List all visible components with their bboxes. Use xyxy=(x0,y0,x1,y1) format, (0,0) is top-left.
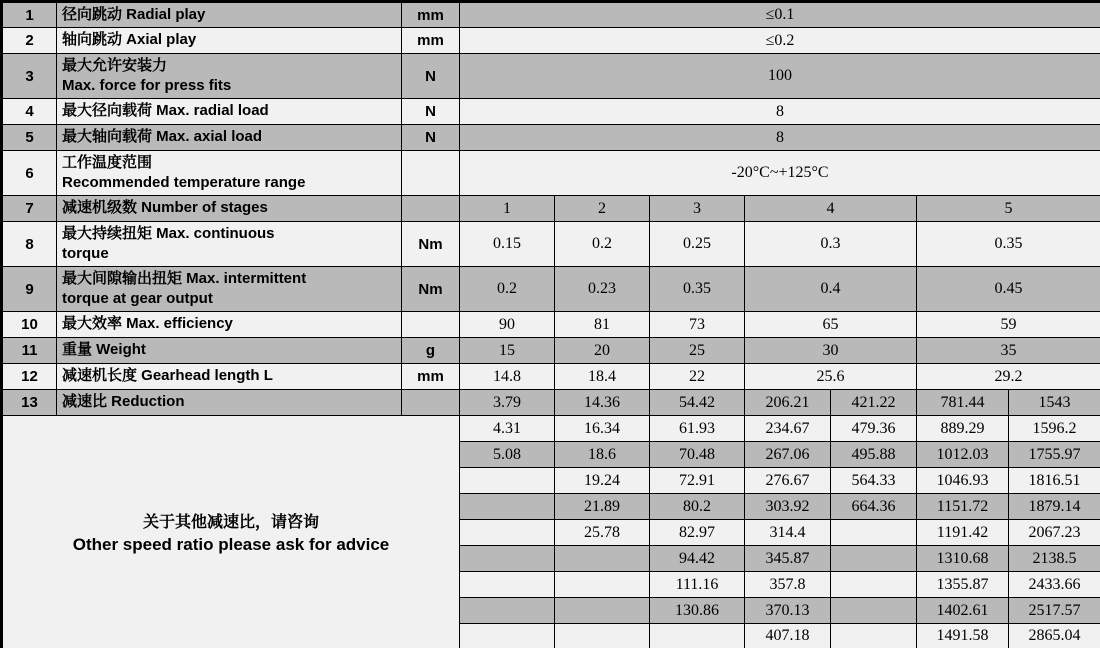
stage-value-cell: 0.35 xyxy=(917,222,1100,267)
spec-row-10 xyxy=(2,312,1100,338)
value-cell: ≤0.1 xyxy=(460,2,1100,28)
spec-row-1 xyxy=(2,2,1100,28)
param-label xyxy=(57,125,402,151)
reduction-cell: 70.48 xyxy=(650,442,745,468)
spec-row-5 xyxy=(2,125,1100,151)
spec-row-4 xyxy=(2,99,1100,125)
note-line-zh: 关于其他减速比，请咨询 xyxy=(142,514,319,531)
reduction-cell: 267.06 xyxy=(745,442,831,468)
param-label xyxy=(57,267,402,312)
param-label-line: 减速机级数 Number of stages xyxy=(62,199,268,217)
reduction-cell: 407.18 xyxy=(745,624,831,648)
param-label-line: 最大允许安装力 xyxy=(62,56,168,74)
param-label xyxy=(57,338,402,364)
param-label-line: 工作温度范围 xyxy=(62,153,153,171)
stage-value-cell: 22 xyxy=(650,364,745,390)
param-label-line: torque xyxy=(62,245,109,262)
stage-value-cell: 90 xyxy=(460,312,555,338)
reduction-cell: 14.36 xyxy=(555,390,650,416)
reduction-cell: 421.22 xyxy=(831,390,917,416)
reduction-cell: 1046.93 xyxy=(917,468,1009,494)
value-cell: ≤0.2 xyxy=(460,28,1100,54)
reduction-cell: 664.36 xyxy=(831,494,917,520)
reduction-cell: 479.36 xyxy=(831,416,917,442)
stage-value-cell: 73 xyxy=(650,312,745,338)
stage-value-cell: 15 xyxy=(460,338,555,364)
reduction-cell: 345.87 xyxy=(745,546,831,572)
stage-value-cell: 81 xyxy=(555,312,650,338)
unit-cell xyxy=(402,151,460,196)
unit-cell: g xyxy=(402,338,460,364)
stage-value-cell: 0.23 xyxy=(555,267,650,312)
reduction-cell: 314.4 xyxy=(745,520,831,546)
reduction-cell: 1355.87 xyxy=(917,572,1009,598)
row-number: 12 xyxy=(2,364,57,390)
param-label-line: 轴向跳动 Axial play xyxy=(62,31,197,49)
row-number: 6 xyxy=(2,151,57,196)
reduction-cell: 19.24 xyxy=(555,468,650,494)
stage-value-cell: 0.25 xyxy=(650,222,745,267)
spec-row-12 xyxy=(2,364,1100,390)
spec-row-8 xyxy=(2,222,1100,267)
reduction-cell: 1879.14 xyxy=(1009,494,1100,520)
row-number: 5 xyxy=(2,125,57,151)
reduction-cell: 54.42 xyxy=(650,390,745,416)
param-label-line: 最大效率 Max. efficiency xyxy=(62,315,233,333)
reduction-cell: 1543 xyxy=(1009,390,1100,416)
unit-cell: mm xyxy=(402,2,460,28)
reduction-cell: 303.92 xyxy=(745,494,831,520)
unit-cell: N xyxy=(402,125,460,151)
reduction-cell xyxy=(555,598,650,624)
reduction-cell xyxy=(555,624,650,648)
stage-value-cell: 30 xyxy=(745,338,917,364)
value-cell: 100 xyxy=(460,54,1100,99)
reduction-cell xyxy=(460,494,555,520)
unit-cell: mm xyxy=(402,28,460,54)
reduction-cell: 234.67 xyxy=(745,416,831,442)
reduction-cell: 276.67 xyxy=(745,468,831,494)
value-cell: 8 xyxy=(460,99,1100,125)
unit-cell: mm xyxy=(402,364,460,390)
value-cell: -20°C~+125°C xyxy=(460,151,1100,196)
param-label-line: 最大轴向载荷 Max. axial load xyxy=(62,128,263,146)
param-label-line: 减速比 Reduction xyxy=(62,393,185,411)
stage-value-cell: 65 xyxy=(745,312,917,338)
reduction-cell xyxy=(650,624,745,648)
reduction-cell: 781.44 xyxy=(917,390,1009,416)
param-label-line: 最大径向载荷 Max. radial load xyxy=(62,102,269,120)
stage-value-cell: 20 xyxy=(555,338,650,364)
reduction-cell: 1755.97 xyxy=(1009,442,1100,468)
param-label xyxy=(57,312,402,338)
other-ratio-note xyxy=(2,416,460,648)
stage-value-cell: 1 xyxy=(460,196,555,222)
spec-row-3 xyxy=(2,54,1100,99)
value-cell: 8 xyxy=(460,125,1100,151)
reduction-cell: 2517.57 xyxy=(1009,598,1100,624)
reduction-cell: 1816.51 xyxy=(1009,468,1100,494)
reduction-cell xyxy=(555,572,650,598)
param-label xyxy=(57,151,402,196)
reduction-cell: 2067.23 xyxy=(1009,520,1100,546)
note-line-en: Other speed ratio please ask for advice xyxy=(72,535,390,554)
reduction-cell xyxy=(555,546,650,572)
reduction-cell: 564.33 xyxy=(831,468,917,494)
reduction-cell xyxy=(460,624,555,648)
param-label xyxy=(57,99,402,125)
reduction-cell: 25.78 xyxy=(555,520,650,546)
param-label-line: Recommended temperature range xyxy=(62,174,306,191)
reduction-cell xyxy=(460,520,555,546)
reduction-cell: 1191.42 xyxy=(917,520,1009,546)
stage-value-cell: 18.4 xyxy=(555,364,650,390)
row-number: 11 xyxy=(2,338,57,364)
param-label xyxy=(57,2,402,28)
reduction-cell xyxy=(460,598,555,624)
reduction-cell: 357.8 xyxy=(745,572,831,598)
row-number: 13 xyxy=(2,390,57,416)
param-label-line: 重量 Weight xyxy=(62,341,146,359)
unit-cell: Nm xyxy=(402,222,460,267)
spec-row-11 xyxy=(2,338,1100,364)
reduction-cell xyxy=(831,624,917,648)
param-label xyxy=(57,222,402,267)
reduction-cell: 206.21 xyxy=(745,390,831,416)
stage-value-cell: 5 xyxy=(917,196,1100,222)
stage-value-cell: 3 xyxy=(650,196,745,222)
param-label xyxy=(57,28,402,54)
reduction-cell: 130.86 xyxy=(650,598,745,624)
stage-value-cell: 25.6 xyxy=(745,364,917,390)
reduction-cell: 4.31 xyxy=(460,416,555,442)
reduction-cell xyxy=(460,546,555,572)
reduction-cell xyxy=(831,546,917,572)
param-label-line: Max. force for press fits xyxy=(62,77,232,94)
reduction-cell: 889.29 xyxy=(917,416,1009,442)
stage-value-cell: 35 xyxy=(917,338,1100,364)
reduction-cell: 18.6 xyxy=(555,442,650,468)
row-number: 4 xyxy=(2,99,57,125)
stage-value-cell: 0.4 xyxy=(745,267,917,312)
row-number: 1 xyxy=(2,2,57,28)
unit-cell: Nm xyxy=(402,267,460,312)
row-number: 7 xyxy=(2,196,57,222)
reduction-cell: 80.2 xyxy=(650,494,745,520)
param-label-line: 减速机长度 Gearhead length L xyxy=(62,367,273,385)
row-number: 8 xyxy=(2,222,57,267)
param-label xyxy=(57,390,402,416)
reduction-cell: 2138.5 xyxy=(1009,546,1100,572)
reduction-cell: 1491.58 xyxy=(917,624,1009,648)
stage-value-cell: 0.45 xyxy=(917,267,1100,312)
reduction-cell: 94.42 xyxy=(650,546,745,572)
stage-value-cell: 29.2 xyxy=(917,364,1100,390)
reduction-cell xyxy=(460,572,555,598)
reduction-cell: 370.13 xyxy=(745,598,831,624)
reduction-cell xyxy=(831,598,917,624)
spec-row-7 xyxy=(2,196,1100,222)
row-number: 3 xyxy=(2,54,57,99)
reduction-cell: 72.91 xyxy=(650,468,745,494)
param-label-line: 径向跳动 Radial play xyxy=(62,5,206,23)
stage-value-cell: 2 xyxy=(555,196,650,222)
reduction-cell: 2433.66 xyxy=(1009,572,1100,598)
spec-row-9 xyxy=(2,267,1100,312)
reduction-cell: 1151.72 xyxy=(917,494,1009,520)
spec-table-body xyxy=(2,2,1100,648)
reduction-cell: 21.89 xyxy=(555,494,650,520)
reduction-cell xyxy=(831,572,917,598)
unit-cell xyxy=(402,312,460,338)
param-label-line: 最大间隙输出扭矩 Max. intermittent xyxy=(62,269,307,287)
unit-cell xyxy=(402,390,460,416)
stage-value-cell: 59 xyxy=(917,312,1100,338)
spec-row-13 xyxy=(2,390,1100,416)
reduction-cell: 61.93 xyxy=(650,416,745,442)
param-label xyxy=(57,54,402,99)
stage-value-cell: 14.8 xyxy=(460,364,555,390)
reduction-cell: 111.16 xyxy=(650,572,745,598)
reduction-cell xyxy=(831,520,917,546)
reduction-cell: 495.88 xyxy=(831,442,917,468)
param-label xyxy=(57,364,402,390)
row-number: 2 xyxy=(2,28,57,54)
reduction-cell: 1310.68 xyxy=(917,546,1009,572)
row-number: 9 xyxy=(2,267,57,312)
reduction-cell xyxy=(460,468,555,494)
reduction-cell: 82.97 xyxy=(650,520,745,546)
reduction-cell: 3.79 xyxy=(460,390,555,416)
spec-row-6 xyxy=(2,151,1100,196)
unit-cell: N xyxy=(402,99,460,125)
reduction-cell: 1596.2 xyxy=(1009,416,1100,442)
reduction-cell: 2865.04 xyxy=(1009,624,1100,648)
stage-value-cell: 0.35 xyxy=(650,267,745,312)
reduction-cell: 1012.03 xyxy=(917,442,1009,468)
stage-value-cell: 25 xyxy=(650,338,745,364)
stage-value-cell: 0.3 xyxy=(745,222,917,267)
stage-value-cell: 4 xyxy=(745,196,917,222)
reduction-row xyxy=(2,416,1100,442)
reduction-cell: 5.08 xyxy=(460,442,555,468)
row-number: 10 xyxy=(2,312,57,338)
param-label-line: 最大持续扭矩 Max. continuous xyxy=(62,224,275,242)
stage-value-cell: 0.15 xyxy=(460,222,555,267)
param-label-line: torque at gear output xyxy=(62,290,213,307)
spec-row-2 xyxy=(2,28,1100,54)
reduction-cell: 16.34 xyxy=(555,416,650,442)
unit-cell xyxy=(402,196,460,222)
stage-value-cell: 0.2 xyxy=(460,267,555,312)
unit-cell: N xyxy=(402,54,460,99)
reduction-cell: 1402.61 xyxy=(917,598,1009,624)
stage-value-cell: 0.2 xyxy=(555,222,650,267)
param-label xyxy=(57,196,402,222)
